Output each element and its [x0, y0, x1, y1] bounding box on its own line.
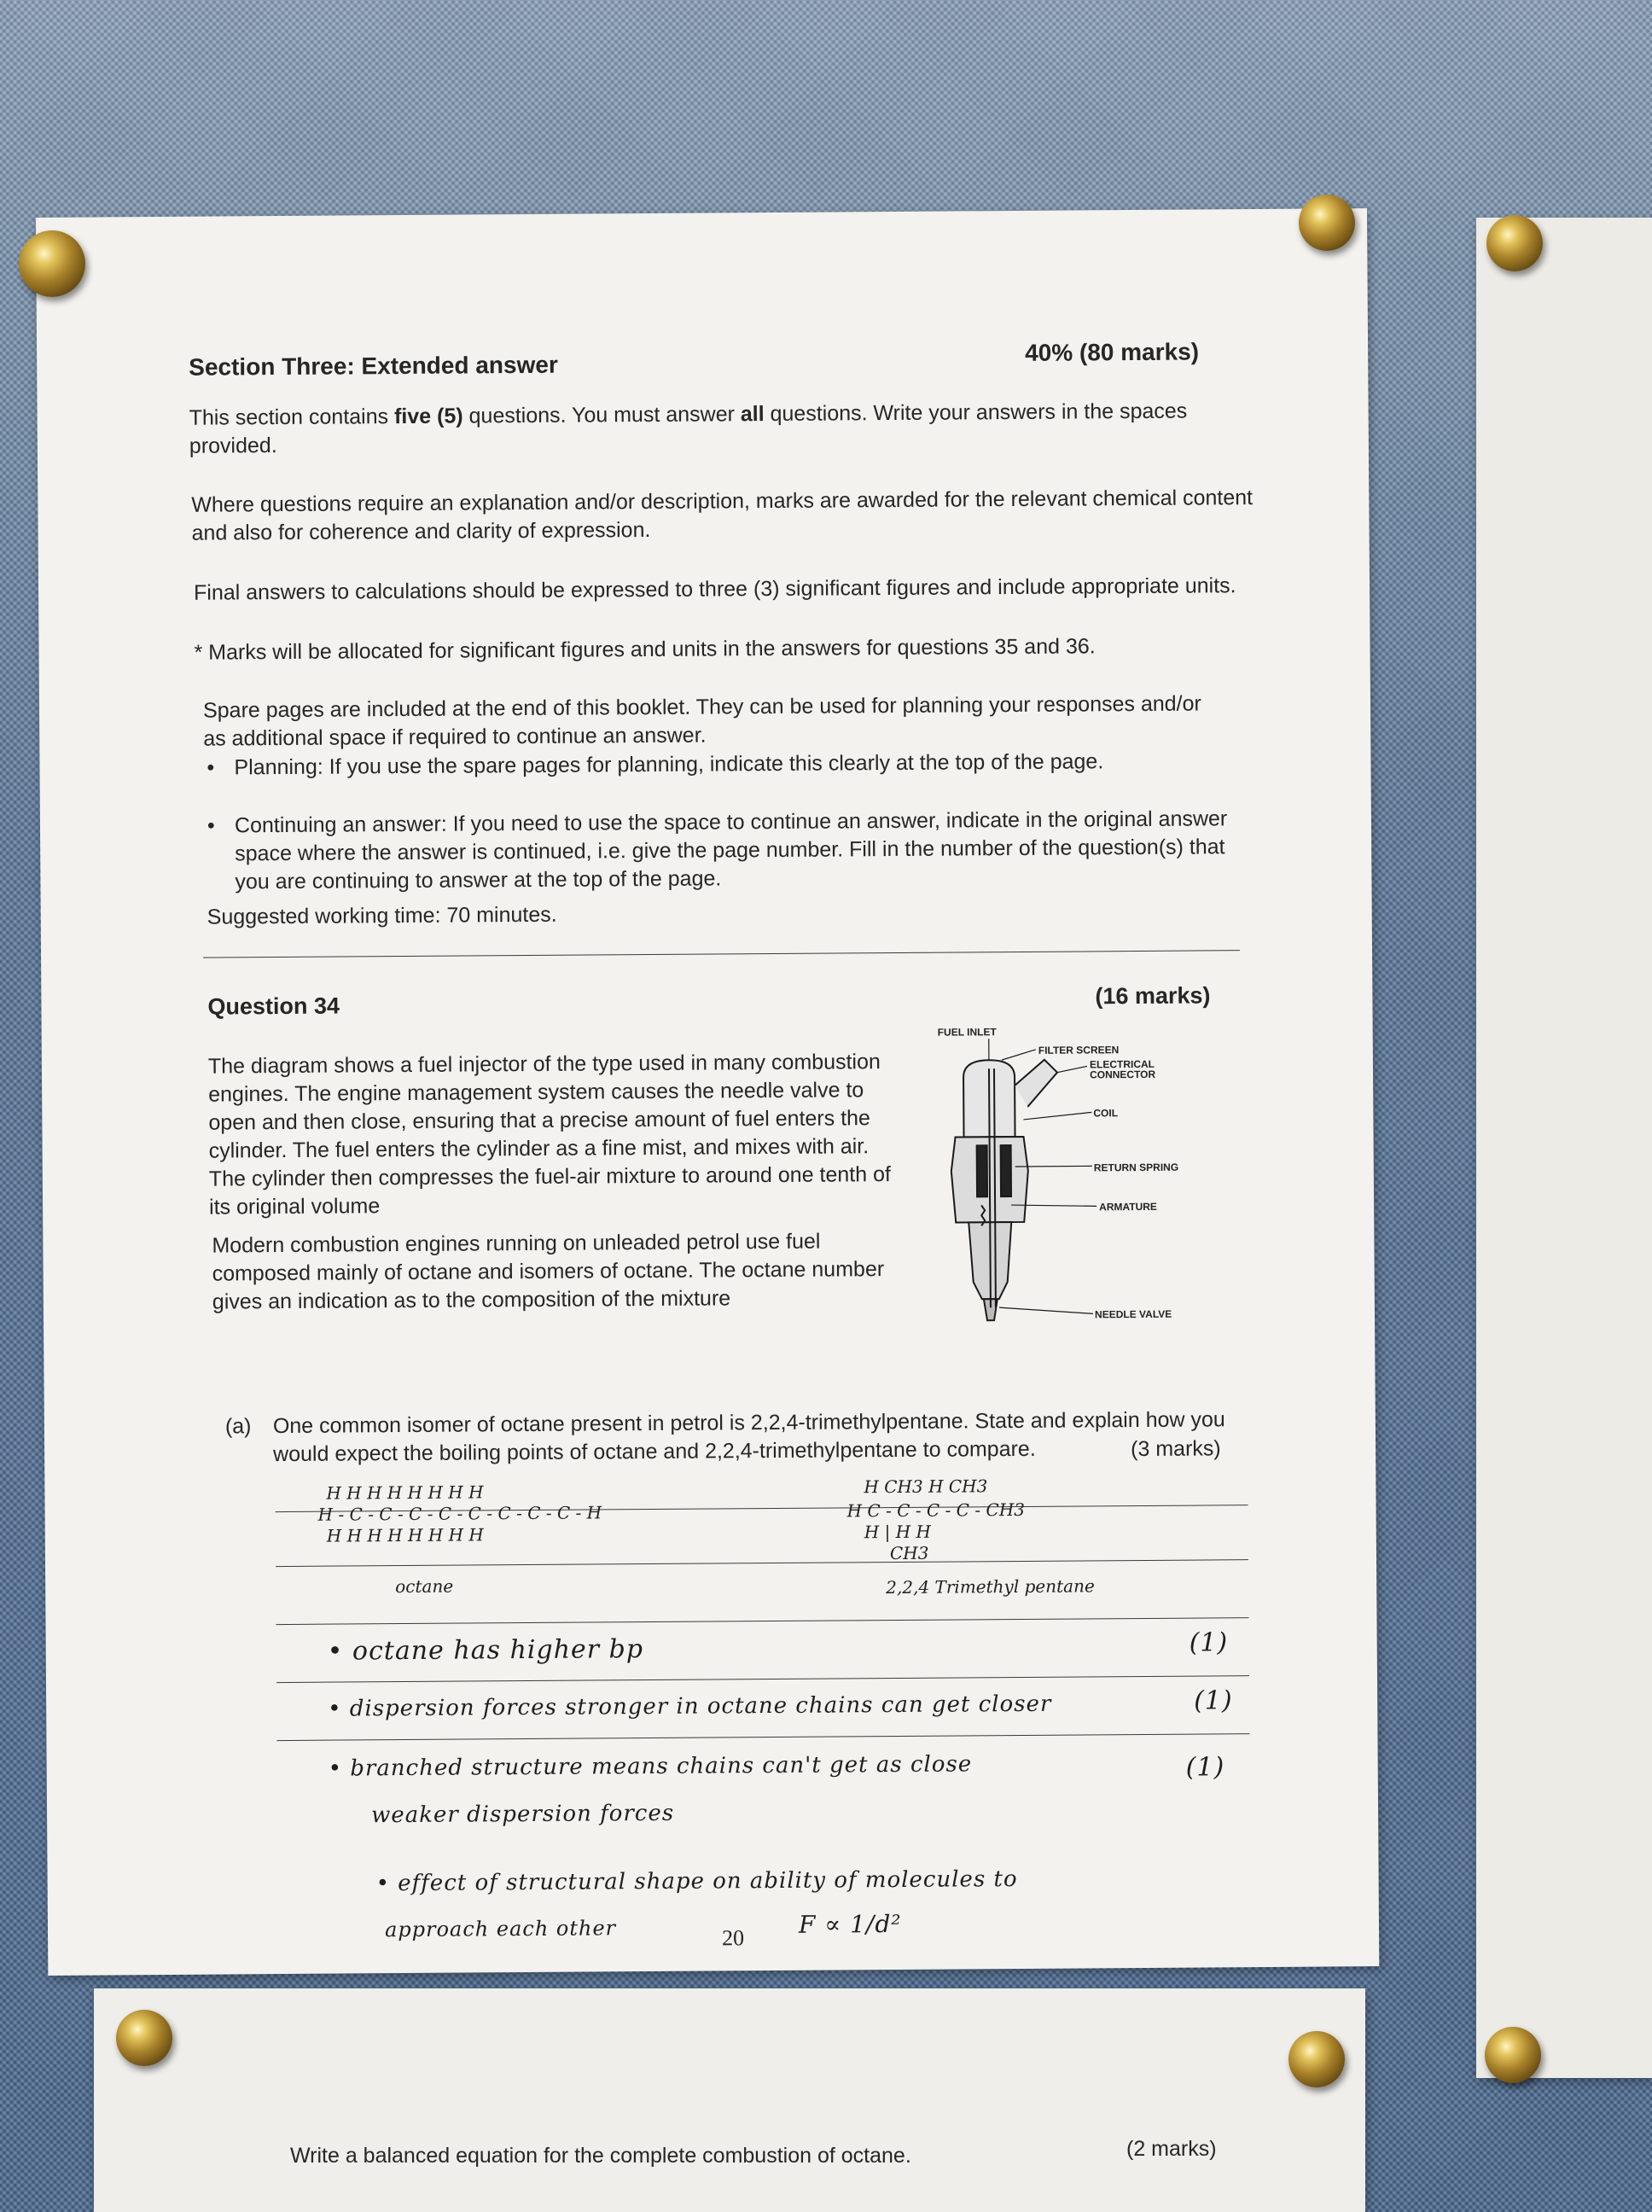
instructions-bullet-continuing: • Continuing an answer: If you need to use the space to continue an answer, indicate in the original answer space where the answer is continued, i.e. give the page number. Fill in the number of the question(s) that you are continuing to answer at the top of the page.	[202, 805, 1259, 897]
exam-paper-sheet	[36, 208, 1379, 1976]
answer-line	[276, 1559, 1248, 1567]
answer-line-1: • octane has higher bp	[327, 1634, 644, 1667]
tmp-structure-top: H CH3 H CH3	[864, 1476, 988, 1498]
label-coil: COIL	[1093, 1107, 1119, 1120]
label-electrical-connector: ELECTRICAL CONNECTOR	[1089, 1057, 1156, 1081]
instructions-p3-note: * Marks will be allocated for significant figures and units in the answers for questions 35 and 36.	[194, 634, 1096, 665]
part-b-question: Write a balanced equation for the complete combustion of octane.	[290, 2144, 911, 2168]
tmp-label: 2,2,4 Trimethyl pentane	[886, 1575, 1095, 1598]
question-body-1: The diagram shows a fuel injector of the type used in many combustion engines. The engine management system causes the needle valve to open and then close, ensuring that a precise amount of fuel enters the cylinder. The fuel enters the cylinder as a fine mist, and mixes with air. The cylinder then compresses the fuel-air mixture to around one tenth of its original volume	[207, 1050, 891, 1220]
instructions-p4: Spare pages are included at the end of this booklet. They can be used for planning your responses and/or as additional space if required to continue an answer.	[202, 691, 1201, 751]
label-fuel-inlet: FUEL INLET	[937, 1026, 997, 1039]
label-needle-valve: NEEDLE VALVE	[1094, 1307, 1172, 1321]
brass-pin-right-sheet-bottom	[1485, 2027, 1541, 2083]
instructions-p1: This section contains five (5) questions. You must answer all questions. Write your answers in the spaces provided.	[189, 399, 1188, 458]
tmp-structure: H C - C - C - C - CH3	[846, 1499, 1026, 1522]
section-marks: 40% (80 marks)	[1025, 338, 1200, 366]
label-armature: ARMATURE	[1099, 1200, 1157, 1214]
answer-line-3-mark: (1)	[1185, 1752, 1225, 1783]
instructions-p3: Final answers to calculations should be expressed to three (3) significant figures and include appropriate units.	[193, 573, 1236, 605]
part-a-label: (a)	[224, 1414, 252, 1439]
fuel-injector-drawing	[929, 1024, 1248, 1334]
brass-pin-right-sheet-top	[1486, 215, 1543, 271]
answer-line-1-mark: (1)	[1189, 1627, 1229, 1658]
answer-formula: F ∝ 1/d²	[798, 1909, 902, 1939]
brass-pin-bottom-left	[116, 2010, 172, 2066]
part-a-question: One common isomer of octane present in petrol is 2,2,4-trimethylpentane. State and explain how you would expect the boiling points of octane and 2,2,4-trimethylpentane to compare.	[272, 1407, 1225, 1467]
instructions-bullet-planning: • Planning: If you use the spare pages for planning, indicate this clearly at the top of the page.	[201, 746, 1335, 782]
section-title: Section Three: Extended answer	[189, 351, 558, 381]
instructions-p2: Where questions require an explanation and/or description, marks are awarded for the relevant chemical content and also for coherence and clarity of expression.	[191, 486, 1254, 545]
page-number: 20	[721, 1925, 745, 1951]
answer-line-2: • dispersion forces stronger in octane chains can get closer	[328, 1691, 1052, 1722]
answer-line-2-mark: (1)	[1194, 1685, 1233, 1716]
answer-line-5: approach each other	[384, 1916, 617, 1942]
answer-line	[276, 1617, 1249, 1625]
brass-pin-bottom-right	[1288, 2031, 1345, 2087]
octane-structure: H - C - C - C - C - C - C - C - C - H	[317, 1502, 602, 1525]
tmp-structure-bottom: H | H H	[864, 1521, 931, 1543]
label-filter-screen: FILTER SCREEN	[1038, 1044, 1120, 1057]
answer-line-4: • effect of structural shape on ability of molecules to	[375, 1866, 1018, 1897]
label-return-spring: RETURN SPRING	[1093, 1161, 1179, 1174]
section-divider	[203, 950, 1240, 958]
lower-paper-sheet	[94, 1988, 1365, 2212]
part-a-marks: (3 marks)	[1131, 1436, 1221, 1462]
question-title: Question 34	[207, 992, 340, 1020]
question-body-2: Modern combustion engines running on unleaded petrol use fuel composed mainly of octane and isomers of octane. The octane number gives an indication as to the composition of the mixture	[212, 1229, 885, 1314]
answer-line	[276, 1675, 1249, 1683]
suggested-time: Suggested working time: 70 minutes.	[206, 902, 557, 929]
question-marks: (16 marks)	[1095, 982, 1211, 1010]
octane-label: octane	[395, 1575, 454, 1598]
part-b-marks: (2 marks)	[1126, 2137, 1217, 2161]
answer-line-3: • branched structure means chains can't get as close	[328, 1751, 973, 1782]
octane-structure-top: H H H H H H H H	[326, 1481, 484, 1504]
answer-line	[276, 1733, 1249, 1741]
octane-structure-bottom: H H H H H H H H	[326, 1524, 484, 1546]
brass-pin-top-right	[1299, 195, 1355, 251]
brass-pin-top-left	[19, 230, 85, 297]
tmp-ch3: CH3	[889, 1542, 929, 1564]
adjacent-paper-sheet	[1476, 218, 1652, 2078]
answer-line-3b: weaker dispersion forces	[370, 1800, 675, 1829]
fuel-injector-diagram	[929, 1024, 1248, 1334]
